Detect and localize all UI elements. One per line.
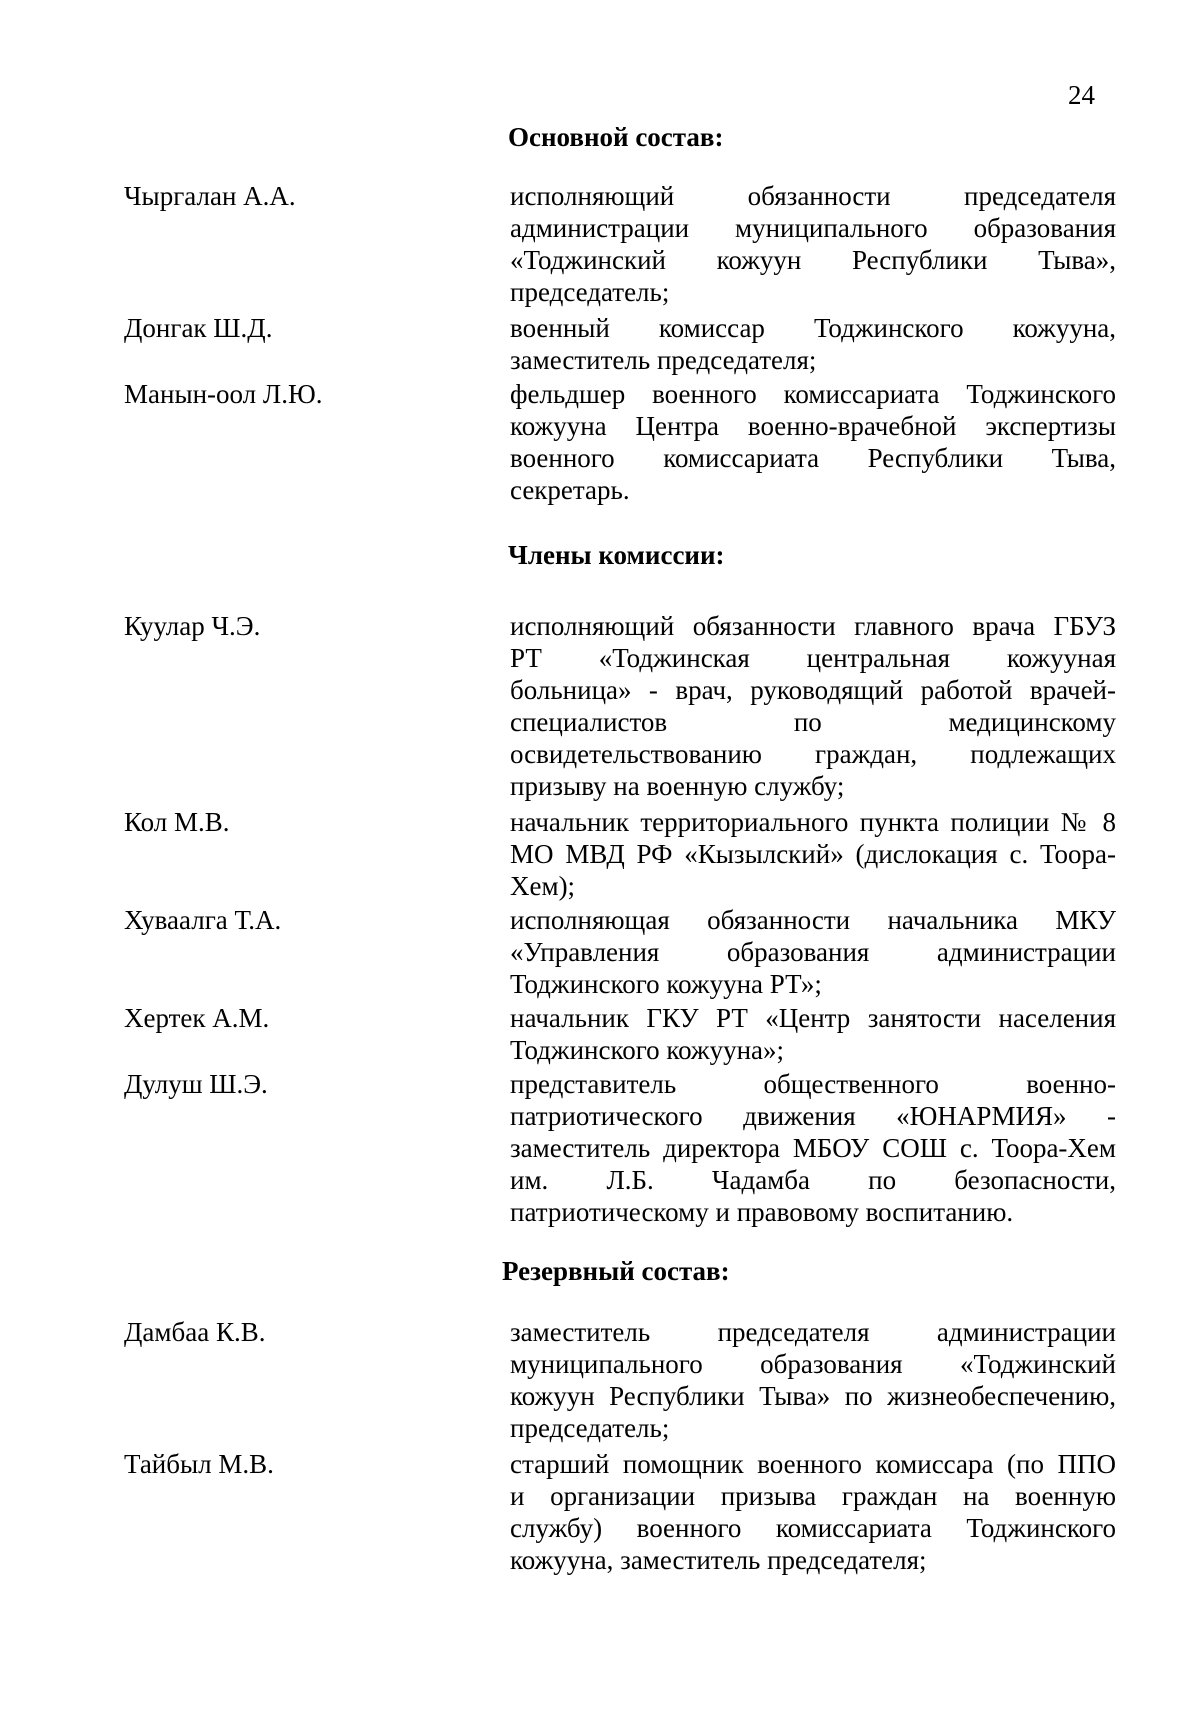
role-line: призыву на военную службу;: [510, 771, 845, 801]
role-line: Тоджинского кожууна РТ»;: [510, 969, 822, 999]
role-line: кожууна Центра военно-врачебной экспертизы: [510, 411, 1116, 441]
role-line: муниципального образования «Тоджинский: [510, 1349, 1116, 1379]
role-line: заместитель председателя администрации: [510, 1317, 1116, 1347]
role-line: председатель;: [510, 277, 670, 307]
role-line: секретарь.: [510, 475, 630, 505]
role-line: кожууна, заместитель председателя;: [510, 1545, 927, 1575]
member-role: [510, 1068, 1116, 1228]
member-role: [510, 1448, 1116, 1576]
member-name: Хертек А.М.: [124, 1003, 270, 1033]
member-role: [510, 180, 1116, 308]
role-line: освидетельствованию граждан, подлежащих: [510, 739, 1116, 769]
section-heading-members: Члены комиссии:: [508, 540, 725, 570]
member-role: [510, 312, 1116, 376]
member-name: Дулуш Ш.Э.: [124, 1069, 268, 1099]
member-role: [510, 806, 1116, 902]
member-name: Тайбыл М.В.: [124, 1449, 274, 1479]
role-line: службу) военного комиссариата Тоджинского: [510, 1513, 1116, 1543]
role-line: военного комиссариата Республики Тыва,: [510, 443, 1116, 473]
role-line: исполняющий обязанности председателя: [510, 181, 1116, 211]
role-line: Хем);: [510, 871, 576, 901]
role-line: начальник ГКУ РТ «Центр занятости населения: [510, 1003, 1116, 1033]
role-line: кожуун Республики Тыва» по жизнеобеспечению,: [510, 1381, 1116, 1411]
role-line: МО МВД РФ «Кызылский» (дислокация с. Тоора-: [510, 839, 1116, 869]
role-line: «Тоджинский кожуун Республики Тыва»,: [510, 245, 1116, 275]
member-role: [510, 1316, 1116, 1444]
member-name: Донгак Ш.Д.: [124, 313, 273, 343]
member-name: Дамбаа К.В.: [124, 1317, 266, 1347]
role-line: патриотическому и правовому воспитанию.: [510, 1197, 1014, 1227]
role-line: РТ «Тоджинская центральная кожууная: [510, 643, 1116, 673]
role-line: представитель общественного военно-: [510, 1069, 1116, 1099]
member-name: Хуваалга Т.А.: [124, 905, 282, 935]
section-heading-reserve: Резервный состав:: [502, 1256, 730, 1286]
role-line: фельдшер военного комиссариата Тоджинского: [510, 379, 1116, 409]
role-line: заместитель председателя;: [510, 345, 817, 375]
member-role: [510, 610, 1116, 802]
role-line: специалистов по медицинскому: [510, 707, 1116, 737]
role-line: заместитель директора МБОУ СОШ с. Тоора-Хем: [510, 1133, 1116, 1163]
role-line: Тоджинского кожууна»;: [510, 1035, 785, 1065]
member-role: [510, 904, 1116, 1000]
role-line: им. Л.Б. Чадамба по безопасности,: [510, 1165, 1116, 1195]
role-line: начальник территориального пункта полиции № 8: [510, 807, 1116, 837]
role-line: администрации муниципального образования: [510, 213, 1116, 243]
member-name: Чыргалан А.А.: [124, 181, 296, 211]
role-line: председатель;: [510, 1413, 670, 1443]
section-heading-main: Основной состав:: [508, 122, 724, 152]
role-line: исполняющая обязанности начальника МКУ: [510, 905, 1116, 935]
member-name: Куулар Ч.Э.: [124, 611, 261, 641]
role-line: исполняющий обязанности главного врача ГБУЗ: [510, 611, 1116, 641]
role-line: патриотического движения «ЮНАРМИЯ» -: [510, 1101, 1116, 1131]
member-name: Манын-оол Л.Ю.: [124, 379, 323, 409]
role-line: «Управления образования администрации: [510, 937, 1116, 967]
role-line: и организации призыва граждан на военную: [510, 1481, 1116, 1511]
member-role: [510, 1002, 1116, 1066]
role-line: старший помощник военного комиссара (по ППО: [510, 1449, 1116, 1479]
role-line: больница» - врач, руководящий работой врачей-: [510, 675, 1116, 705]
page-number: 24: [1068, 80, 1095, 110]
role-line: военный комиссар Тоджинского кожууна,: [510, 313, 1116, 343]
member-role: [510, 378, 1116, 506]
member-name: Кол М.В.: [124, 807, 230, 837]
